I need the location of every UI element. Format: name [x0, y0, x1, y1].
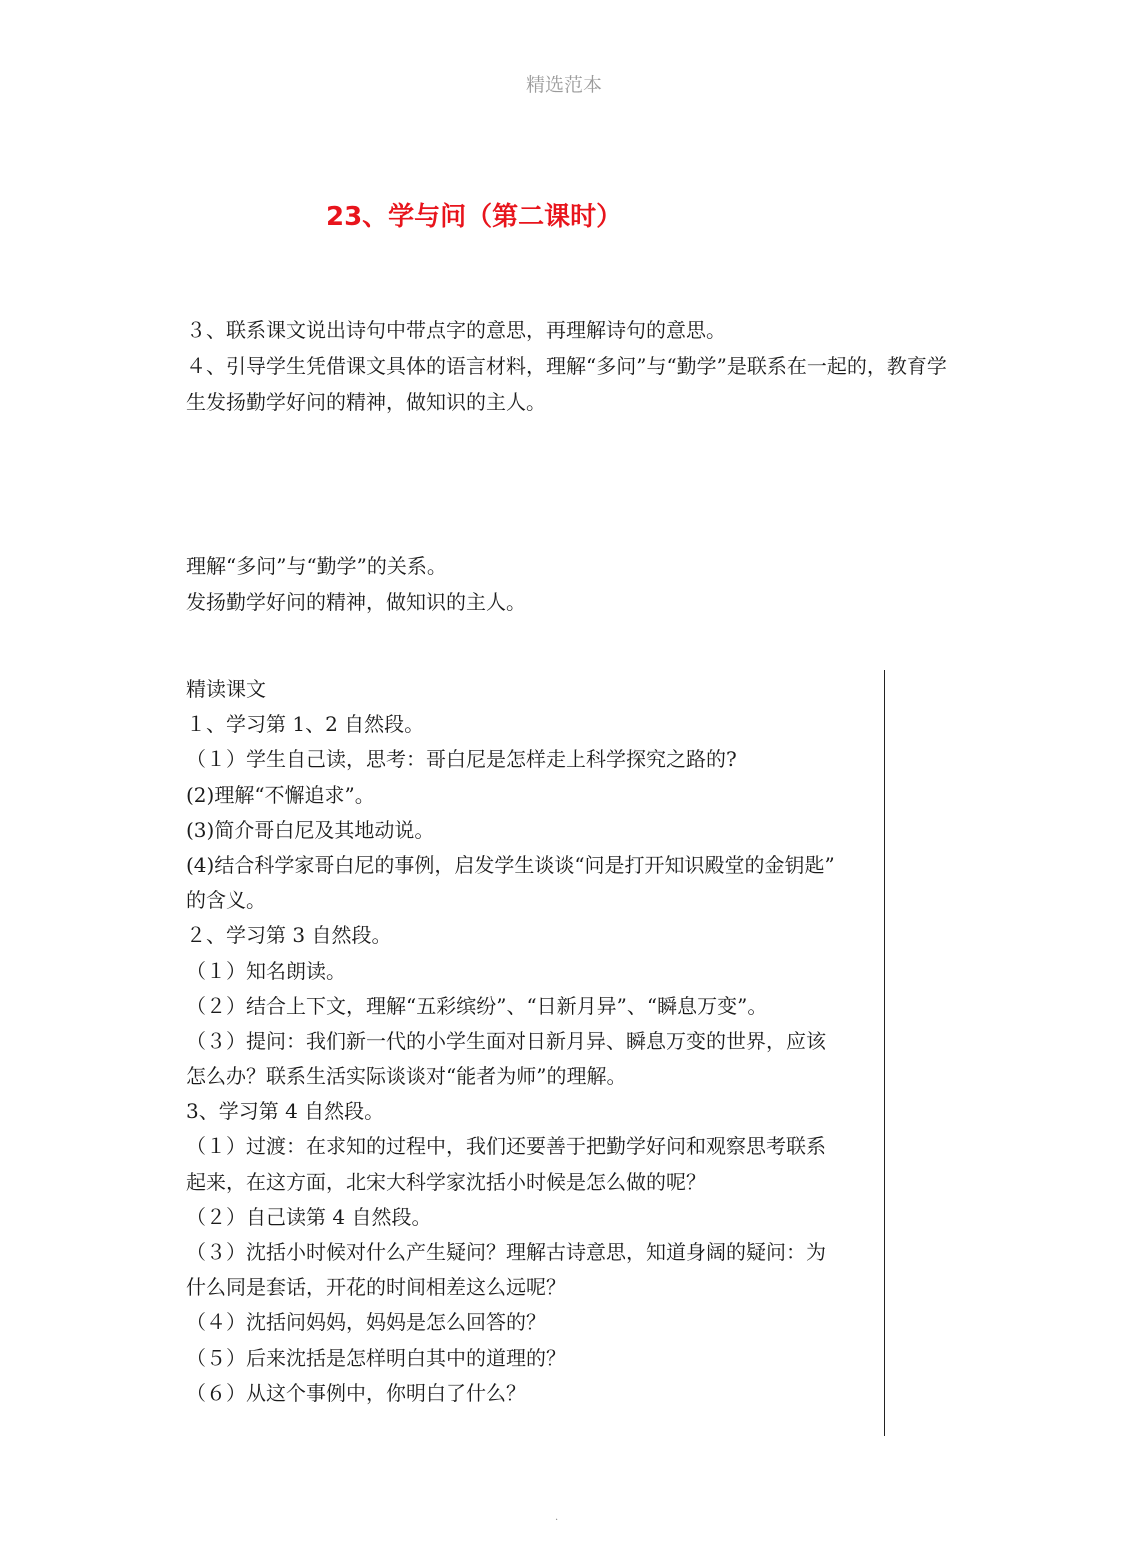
step-line: 的含义。 — [186, 888, 266, 913]
page-footer-mark: . — [555, 1512, 559, 1523]
lesson-title: 23、学与问（第二课时） — [326, 202, 623, 232]
step-line: （１）学生自己读，思考：哥白尼是怎样走上科学探究之路的? — [186, 747, 737, 772]
step-line: （３）提问：我们新一代的小学生面对日新月异、瞬息万变的世界，应该 — [186, 1028, 826, 1053]
step-line: 精读课文 — [186, 677, 266, 701]
step-line: （３）沈括小时候对什么产生疑问？理解古诗意思，知道身阔的疑问：为 — [186, 1240, 826, 1264]
step-line: （２）自己读第 4 自然段。 — [186, 1204, 432, 1229]
step-line: （２）结合上下文，理解“五彩缤纷”、“日新月异”、“瞬息万变”。 — [186, 993, 768, 1018]
step-line: （１）过渡：在求知的过程中，我们还要善于把勤学好问和观察思考联系 — [186, 1134, 826, 1159]
key-point-line: 理解“多问”与“勤学”的关系。 — [186, 554, 447, 578]
teaching-steps-section — [186, 672, 886, 1411]
step-line: (3)简介哥白尼及其地动说。 — [186, 817, 435, 842]
step-line: （５）后来沈括是怎样明白其中的道理的？ — [186, 1345, 566, 1370]
page-header-watermark: 精选范本 — [525, 74, 602, 96]
step-line: ２、学习第 3 自然段。 — [186, 923, 392, 948]
step-line: 起来，在这方面，北宋大科学家沈括小时候是怎么做的呢？ — [186, 1169, 706, 1194]
objective-line: 生发扬勤学好问的精神，做知识的主人。 — [186, 390, 546, 414]
step-line: (4)结合科学家哥白尼的事例，启发学生谈谈“问是打开知识殿堂的金钥匙” — [186, 852, 835, 877]
key-points-section — [186, 548, 1006, 620]
key-point-line: 发扬勤学好问的精神，做知识的主人。 — [186, 590, 526, 614]
step-line: （６）从这个事例中，你明白了什么？ — [186, 1380, 526, 1405]
step-line: (2)理解“不懈追求”。 — [186, 782, 375, 807]
step-line: （４）沈括问妈妈，妈妈是怎么回答的？ — [186, 1310, 546, 1335]
step-line: （１）知名朗读。 — [186, 958, 346, 983]
objective-line: ３、联系课文说出诗句中带点字的意思，再理解诗句的意思。 — [186, 318, 726, 342]
objectives-section — [186, 312, 1006, 420]
step-line: 什么同是套话，开花的时间相差这么远呢？ — [186, 1275, 566, 1300]
step-line: １、学习第 1、2 自然段。 — [186, 712, 425, 737]
step-line: 怎么办？联系生活实际谈谈对“能者为师”的理解。 — [186, 1064, 627, 1089]
step-line: 3、学习第 4 自然段。 — [186, 1099, 385, 1124]
objective-line: ４、引导学生凭借课文具体的语言材料，理解“多问”与“勤学”是联系在一起的，教育学 — [186, 354, 947, 378]
